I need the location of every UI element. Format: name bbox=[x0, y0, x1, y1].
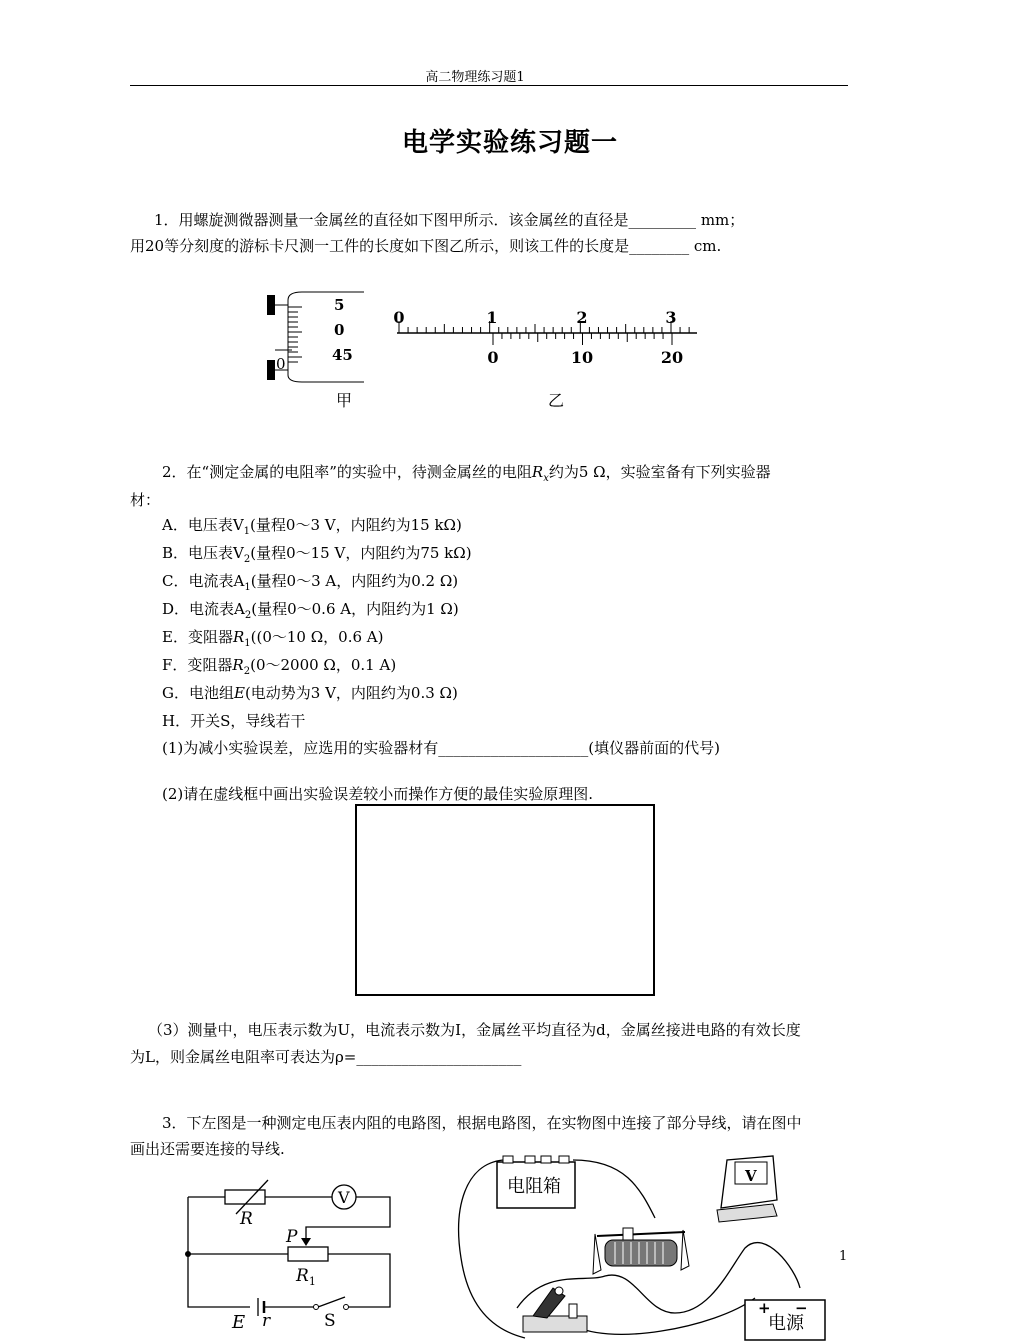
plus-terminal: + bbox=[758, 1299, 771, 1317]
thimble-label: 5 bbox=[334, 296, 345, 314]
rheostat-leg bbox=[681, 1230, 689, 1270]
circuit-diagram bbox=[180, 1180, 405, 1333]
main-scale-ticks bbox=[399, 321, 689, 333]
apparatus-figure bbox=[455, 1148, 808, 1344]
resistor-r bbox=[225, 1190, 265, 1204]
label-r: R bbox=[240, 1209, 253, 1229]
minus-terminal: − bbox=[795, 1299, 808, 1317]
rheostat-coil bbox=[605, 1240, 677, 1266]
equipment-item-a: A．电压表$V_1$(量程0～3 V，内阻约为15 kΩ) bbox=[162, 516, 462, 537]
caliper-caption: 乙 bbox=[548, 391, 565, 410]
thimble-outline bbox=[288, 375, 364, 382]
header-rule bbox=[130, 85, 848, 86]
rx-symbol: R bbox=[531, 463, 544, 481]
equipment-item-d: D．电流表$A_2$(量程0～0.6 A，内阻约为1 Ω) bbox=[162, 600, 459, 621]
q1-line1: 1．用螺旋测微器测量一金属丝的直径如下图甲所示．该金属丝的直径是_________ mm； bbox=[154, 211, 745, 229]
label-v: V bbox=[338, 1188, 350, 1207]
q1-line2: 用20等分刻度的游标卡尺测一工件的长度如下图乙所示，则该工件的长度是________ cm. bbox=[130, 237, 722, 255]
micrometer-anvil-bottom bbox=[267, 360, 275, 380]
equipment-item-e: E．变阻器$R_1((0\sim 10$ Ω，0.6 A) bbox=[162, 628, 384, 649]
q3-line2: 画出还需要连接的导线. bbox=[130, 1140, 285, 1158]
switch-blade bbox=[318, 1297, 345, 1307]
q3-line1: 3．下左图是一种测定电压表内阻的电路图，根据电路图，在实物图中连接了部分导线，请在图中 bbox=[162, 1114, 802, 1132]
page-title: 电学实验练习题一 bbox=[401, 128, 618, 158]
sleeve-zero-label: 0 bbox=[276, 355, 286, 373]
connecting-wire bbox=[573, 1160, 655, 1218]
answer-box[interactable] bbox=[355, 804, 655, 996]
label-r1: $R_1$ bbox=[296, 1266, 316, 1288]
vernier-scale-label: 10 bbox=[570, 348, 594, 367]
equipment-item-g: G．电池组E(电动势为3 V，内阻约为0.3 Ω) bbox=[162, 684, 458, 702]
vernier-scale-label: 0 bbox=[487, 348, 499, 367]
label-p: P bbox=[286, 1227, 298, 1247]
vernier-scale-ticks bbox=[493, 333, 672, 345]
q2-sub2: (2)请在虚线框中画出实验误差较小而操作方便的最佳实验原理图. bbox=[162, 785, 594, 803]
resistance-box-label: 电阻箱 bbox=[507, 1176, 561, 1197]
resistance-box-knob bbox=[503, 1156, 513, 1163]
q2-sub3-line2: 为L，则金属丝电阻率可表达为ρ=______________________ bbox=[130, 1048, 522, 1066]
micrometer-caption: 甲 bbox=[336, 391, 353, 410]
switch-hinge bbox=[555, 1287, 563, 1295]
equipment-item-c: C．电流表$A_1$(量程0～3 A，内阻约为0.2 Ω) bbox=[162, 572, 459, 593]
equipment-item-f: F．变阻器$R_2(0\sim 2000$ Ω，0.1 A) bbox=[162, 656, 397, 677]
thimble-ticks bbox=[288, 307, 302, 362]
q2-intro-text: 约为5 Ω，实验室备有下列实验器 bbox=[548, 463, 771, 481]
page-header: 高二物理练习题1 bbox=[425, 70, 525, 85]
power-supply-label: 电源 bbox=[768, 1313, 804, 1334]
main-scale-label: 0 bbox=[393, 308, 405, 327]
circuit-wire bbox=[328, 1254, 390, 1307]
main-scale-label: 1 bbox=[486, 308, 498, 327]
switch-contact bbox=[344, 1305, 349, 1310]
caliper-figure bbox=[392, 303, 702, 373]
equipment-item-h: H．开关S，导线若干 bbox=[162, 712, 306, 730]
equipment-item-b: B．电压表$V_2$(量程0～15 V，内阻约为75 kΩ) bbox=[162, 544, 472, 565]
voltmeter-label: V bbox=[745, 1167, 757, 1185]
rheostat-leg bbox=[593, 1234, 601, 1274]
connecting-wire bbox=[570, 1298, 755, 1334]
label-e: E bbox=[232, 1312, 246, 1333]
q2-sub1: (1)为减小实验误差，应选用的实验器材有____________________(填仪器前面的代号) bbox=[162, 739, 720, 757]
thimble-label: 45 bbox=[332, 346, 353, 364]
rheostat-rail bbox=[597, 1232, 685, 1236]
resistance-box-knob bbox=[541, 1156, 551, 1163]
q2-intro bbox=[162, 461, 771, 484]
vernier-scale-label: 20 bbox=[660, 348, 684, 367]
rx-subscript: x bbox=[543, 473, 549, 484]
micrometer-anvil-top bbox=[267, 295, 275, 315]
slider-arrow-icon bbox=[301, 1238, 311, 1246]
rheostat-slider bbox=[623, 1228, 633, 1240]
label-s: S bbox=[324, 1311, 336, 1331]
switch-clip bbox=[569, 1304, 577, 1318]
switch-contact bbox=[314, 1305, 319, 1310]
page-number: 1 bbox=[839, 1249, 848, 1264]
resistance-box-knob bbox=[525, 1156, 535, 1163]
thimble-label: 0 bbox=[334, 321, 345, 339]
q2-sub3-line1: （3）测量中，电压表示数为U，电流表示数为I，金属丝平均直径为d，金属丝接进电路的有效长度 bbox=[148, 1021, 801, 1039]
thimble-outline bbox=[288, 292, 364, 300]
micrometer-figure bbox=[262, 290, 372, 410]
q2-intro-text: 2．在“测定金属的电阻率”的实验中，待测金属丝的电阻 bbox=[162, 463, 532, 481]
resistance-box-knob bbox=[559, 1156, 569, 1163]
q2-intro-cont: 材： bbox=[130, 491, 161, 509]
label-r-internal: r bbox=[262, 1311, 271, 1331]
main-scale-label: 3 bbox=[665, 308, 677, 327]
main-scale-label: 2 bbox=[576, 308, 588, 327]
junction-dot bbox=[185, 1251, 191, 1257]
resistor-r1 bbox=[288, 1247, 328, 1261]
